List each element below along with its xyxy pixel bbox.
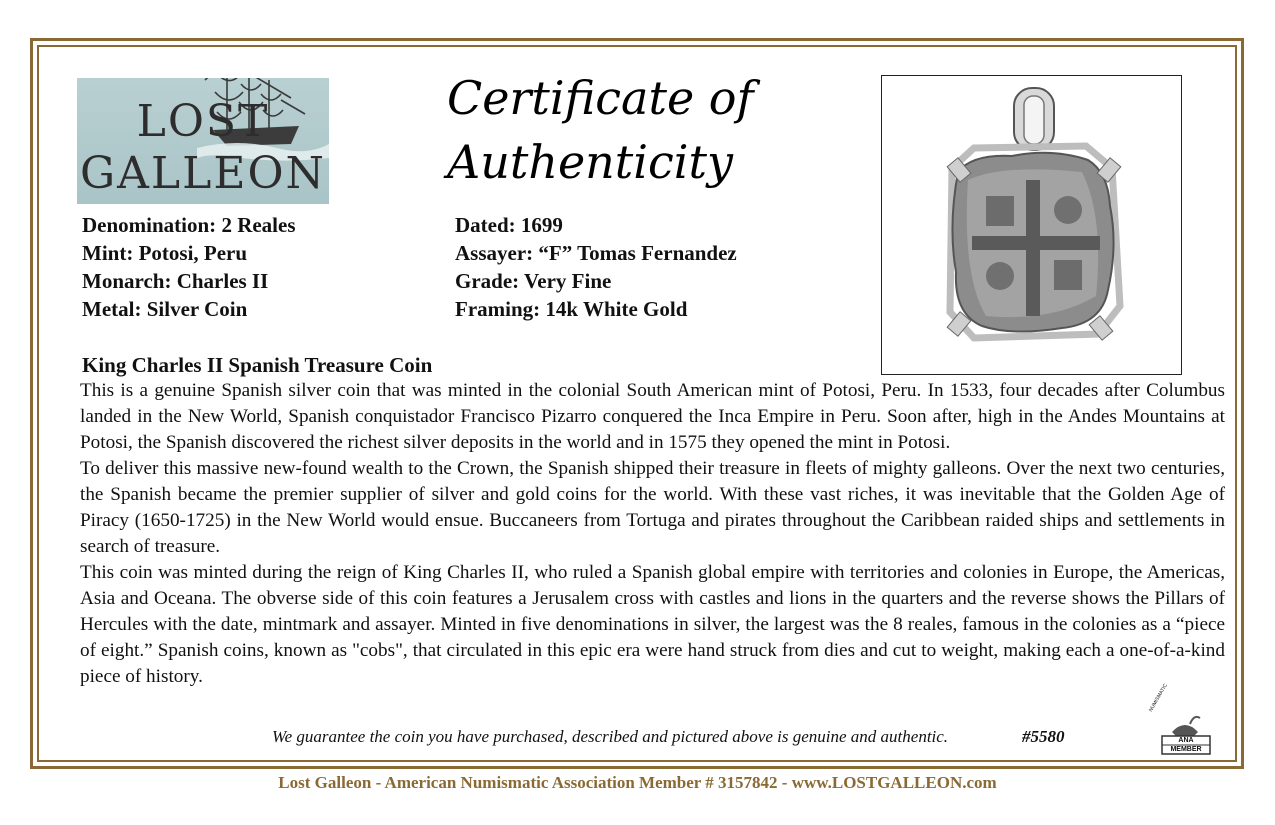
spec-mint: Mint: Potosi, Peru bbox=[82, 241, 248, 265]
spec-denomination: Denomination: 2 Reales bbox=[82, 213, 296, 237]
logo-lost-text: LOST bbox=[136, 96, 270, 147]
coin-pendant-image bbox=[882, 76, 1180, 373]
ana-member-badge bbox=[1148, 682, 1220, 756]
guarantee-statement: We guarantee the coin you have purchased, described and pictured above is genuine and authentic. bbox=[272, 727, 949, 746]
footer: Lost Galleon - American Numismatic Association Member # 3157842 - www.LOSTGALLEON.com bbox=[278, 773, 997, 792]
paragraph-history: This is a genuine Spanish silver coin that was minted in the colonial South American mint of Potosi, Peru. In 1533, four decades after Columbus landed in the New World, Spanish conquistador Francisco Pizarro conquered the Inca Empire in Peru. Soon after, high in the Andes Mountains at Potosi, the Spanish discovered the richest silver deposits in the world and in 1575 they opened the mint in Potosi. bbox=[80, 380, 1225, 453]
paragraph-galleons: To deliver this massive new-found wealth to the Crown, the Spanish shipped their treasure in fleets of mighty galleons. Over the next two centuries, the Spanish became the premier supplier of silver and gold coins for the world. With these vast riches, it was inevitable that the Golden Age of Piracy (1650-1725) in the New World would ensue. Buccaneers from Tortuga and pirates throughout the Caribbean raided ships and settlements in search of treasure. bbox=[80, 458, 1225, 557]
spec-monarch: Monarch: Charles II bbox=[82, 269, 269, 293]
specs-left bbox=[82, 211, 296, 323]
spec-assayer: Assayer: “F” Tomas Fernandez bbox=[455, 241, 737, 265]
title-line-2: Authenticity bbox=[447, 135, 733, 189]
description-body bbox=[80, 378, 1225, 690]
spec-framing: Framing: 14k White Gold bbox=[455, 297, 688, 321]
lost-galleon-logo bbox=[77, 78, 329, 204]
paragraph-coin: This coin was minted during the reign of King Charles II, who ruled a Spanish global empire with territories and colonies in Europe, the Americas, Asia and Oceana. The obverse side of this coin features a Jerusalem cross with castles and lions in the quarters and the reverse shows the Pillars of Hercules with the date, mintmark and assayer. Minted in five denominations in silver, the largest was the 8 reales, famous in the colonies as a “piece of eight.” Spanish coins, known as "cobs", that circulated in this epic era were hand struck from dies and cut to weight, making each a one-of-a-kind piece of history. bbox=[80, 562, 1225, 687]
certificate-number: #5580 bbox=[1022, 727, 1065, 746]
title-line-1: Certificate of bbox=[447, 71, 754, 125]
certificate-title bbox=[447, 66, 777, 194]
ana-badge-arc-text: NUMISMATIC bbox=[1148, 682, 1169, 713]
spec-grade: Grade: Very Fine bbox=[455, 269, 612, 293]
spec-metal: Metal: Silver Coin bbox=[82, 297, 248, 321]
description-heading: King Charles II Spanish Treasure Coin bbox=[82, 353, 433, 377]
coin-photo bbox=[881, 75, 1182, 375]
logo-galleon-text: GALLEON bbox=[79, 148, 327, 199]
ana-badge-bottom: MEMBER bbox=[1170, 746, 1202, 753]
spec-dated: Dated: 1699 bbox=[455, 213, 563, 237]
ana-badge-top: ANA bbox=[1178, 737, 1194, 744]
specs-right bbox=[455, 211, 737, 323]
